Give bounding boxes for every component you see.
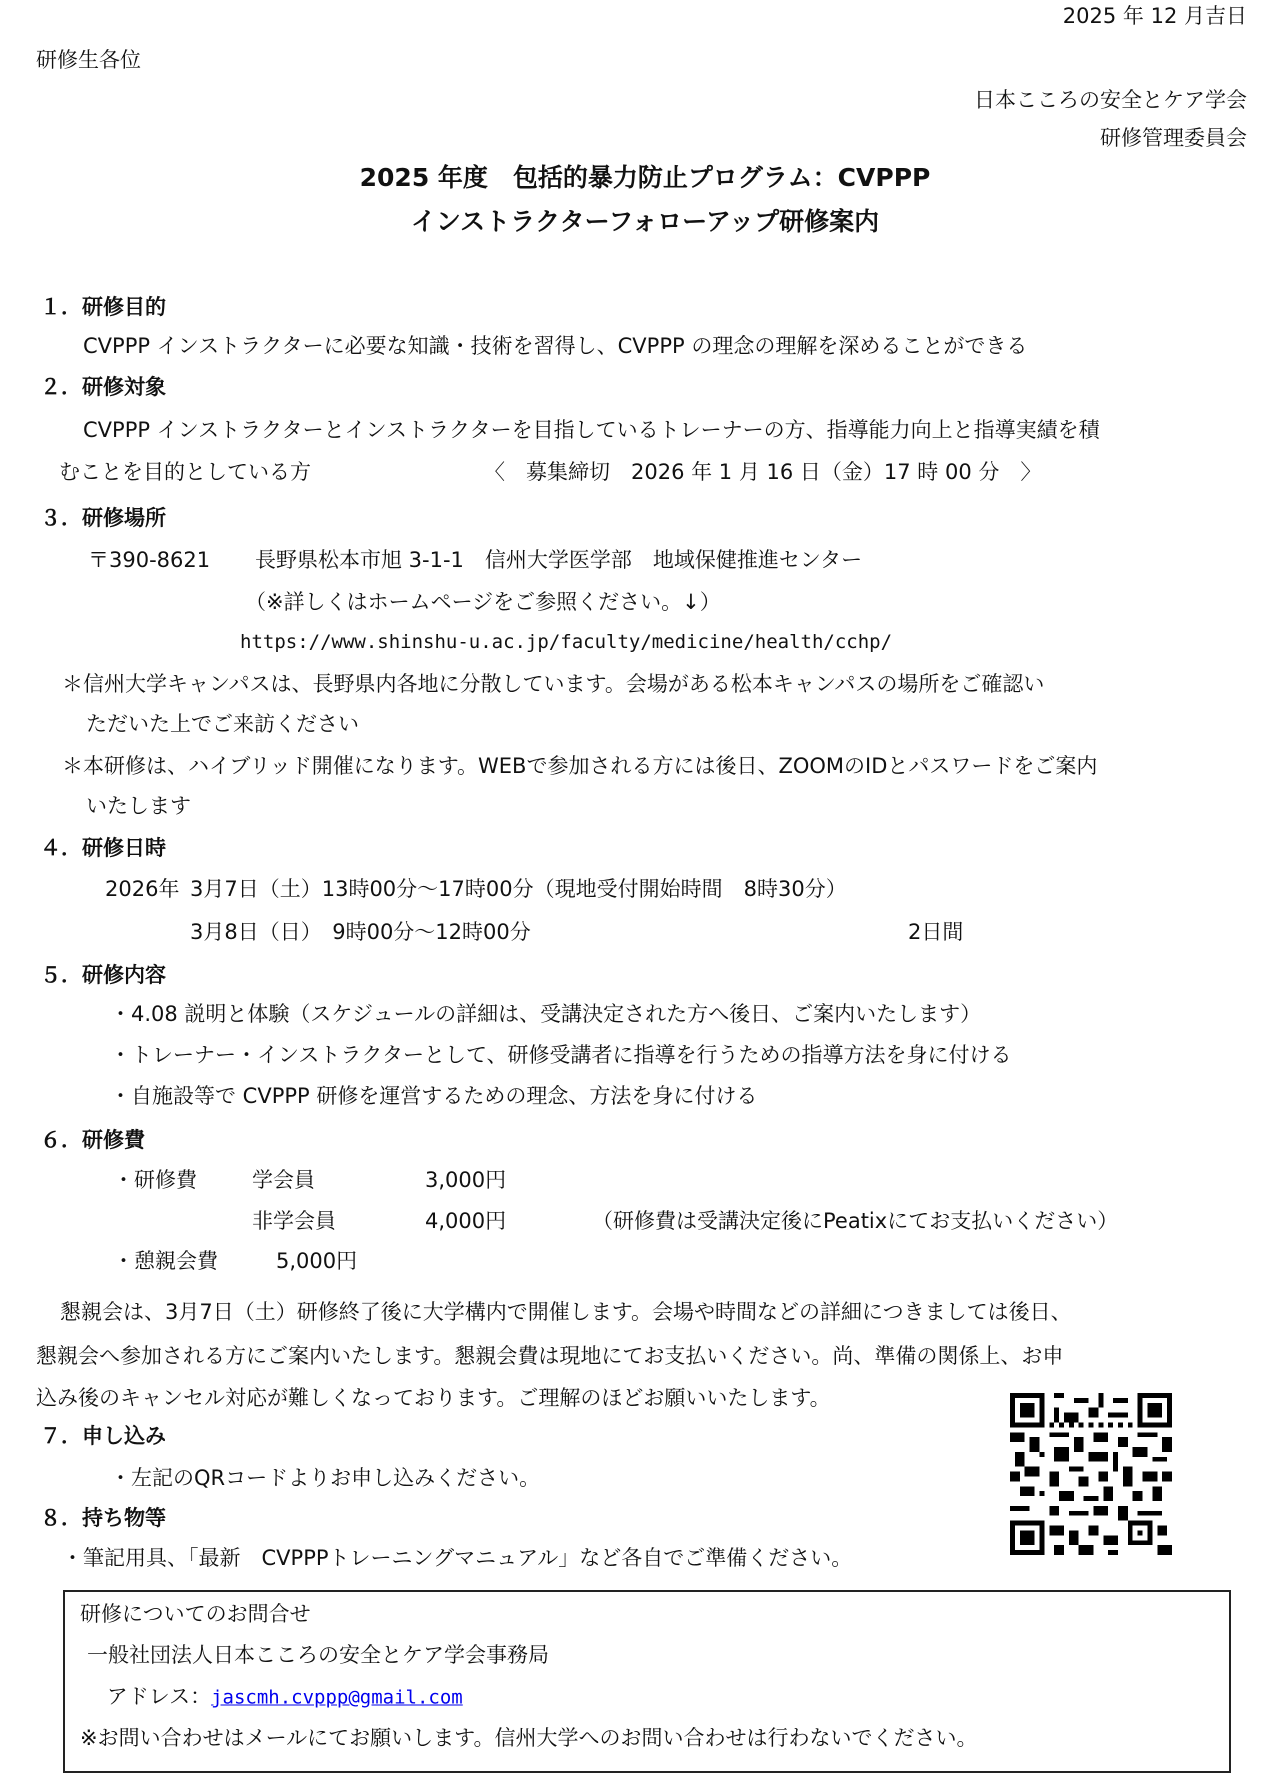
campus-notice-line1: ＊信州大学キャンパスは、長野県内各地に分散しています。会場がある松本キャンパスの場所をご確認い xyxy=(62,672,1045,696)
section-1-heading: １．研修目的 xyxy=(40,295,166,319)
venue-note: （※詳しくはホームページをご参照ください。↓） xyxy=(245,590,721,614)
section-2-body-line1: CVPPP インストラクターとインストラクターを目指しているトレーナーの方、指導能力向上と指導実績を積 xyxy=(83,418,1100,442)
schedule-year: 2026年 xyxy=(105,877,180,901)
party-fee-label: ・憩親会費 xyxy=(113,1249,218,1273)
section-7-heading: ７．申し込み xyxy=(40,1424,166,1448)
content-item: ・トレーナー・インストラクターとして、研修受講者に指導を行うための指導方法を身に付ける xyxy=(110,1043,1012,1067)
section-3-heading: ３．研修場所 xyxy=(40,506,166,530)
section-4-heading: ４．研修日時 xyxy=(40,836,166,860)
campus-notice-line2: ただいた上でご来訪ください xyxy=(86,712,359,736)
fee-label: ・研修費 xyxy=(113,1168,197,1192)
contact-box xyxy=(63,1590,1231,1773)
contact-organization: 一般社団法人日本こころの安全とケア学会事務局 xyxy=(87,1643,549,1667)
hybrid-notice-line2: いたします xyxy=(86,794,191,818)
venue-address: 長野県松本市旭 3-1-1 信州大学医学部 地域保健推進センター xyxy=(255,548,863,572)
application-instruction: ・左記のQRコードよりお申し込みください。 xyxy=(110,1466,541,1490)
belongings-text: ・筆記用具、「最新 CVPPPトレーニングマニュアル」など各自でご準備ください。 xyxy=(62,1546,853,1570)
document-title-line2: インストラクターフォローアップ研修案内 xyxy=(410,207,880,236)
party-fee: 5,000円 xyxy=(276,1249,358,1273)
section-8-heading: ８．持ち物等 xyxy=(40,1506,166,1530)
contact-email-link[interactable]: jascmh.cvppp@gmail.com xyxy=(211,1686,463,1709)
party-paragraph-line3: 込み後のキャンセル対応が難しくなっております。ご理解のほどお願いいたします。 xyxy=(36,1386,831,1410)
venue-url[interactable]: https://www.shinshu-u.ac.jp/faculty/medicine/health/cchp/ xyxy=(240,631,893,653)
content-item: ・4.08 説明と体験（スケジュールの詳細は、受講決定された方へ後日、ご案内いたします） xyxy=(110,1002,982,1026)
document-title-line1: 2025 年度 包括的暴力防止プログラム：CVPPP xyxy=(359,163,931,192)
party-paragraph-line2: 懇親会へ参加される方にご案内いたします。懇親会費は現地にてお支払いください。尚、準備の関係上、お申 xyxy=(36,1344,1064,1368)
committee-name: 研修管理委員会 xyxy=(1100,126,1247,150)
nonmember-fee: 4,000円 xyxy=(425,1209,507,1233)
payment-note: （研修費は受講決定後にPeatixにてお支払いください） xyxy=(592,1209,1119,1233)
contact-title: 研修についてのお問合せ xyxy=(80,1602,311,1626)
content-item: ・自施設等で CVPPP 研修を運営するための理念、方法を身に付ける xyxy=(110,1084,758,1108)
document-date: 2025 年 12 月吉日 xyxy=(1062,4,1247,28)
recipient: 研修生各位 xyxy=(36,48,141,72)
member-label: 学会員 xyxy=(252,1168,315,1192)
schedule-day2: 3月8日（日） 9時00分～12時00分 xyxy=(190,920,531,944)
hybrid-notice-line1: ＊本研修は、ハイブリッド開催になります。WEBで参加される方には後日、ZOOMのIDとパスワードをご案内 xyxy=(62,754,1098,778)
nonmember-label: 非学会員 xyxy=(252,1209,336,1233)
member-fee: 3,000円 xyxy=(425,1168,507,1192)
organization-name: 日本こころの安全とケア学会 xyxy=(974,88,1247,112)
schedule-duration: 2日間 xyxy=(908,920,964,944)
section-6-heading: ６．研修費 xyxy=(40,1128,145,1152)
schedule-day1: 3月7日（土）13時00分～17時00分（現地受付開始時間 8時30分） xyxy=(190,877,847,901)
section-1-body: CVPPP インストラクターに必要な知識・技術を習得し、CVPPP の理念の理解を深めることができる xyxy=(83,334,1028,358)
application-deadline: 〈 募集締切 2026 年 1 月 16 日（金）17 時 00 分 〉 xyxy=(484,460,1042,484)
address-label: アドレス： xyxy=(106,1684,212,1709)
section-2-body-line2: むことを目的としている方 xyxy=(59,460,311,484)
postal-code: 〒390-8621 xyxy=(88,548,211,572)
section-2-heading: ２．研修対象 xyxy=(40,375,166,399)
section-5-heading: ５．研修内容 xyxy=(40,963,166,987)
party-paragraph-line1: 懇親会は、3月7日（土）研修終了後に大学構内で開催します。会場や時間などの詳細につきましては後日、 xyxy=(60,1300,1072,1324)
contact-note: ※お問い合わせはメールにてお願いします。信州大学へのお問い合わせは行わないでください。 xyxy=(80,1726,978,1750)
qr-code-icon[interactable] xyxy=(1010,1393,1172,1555)
